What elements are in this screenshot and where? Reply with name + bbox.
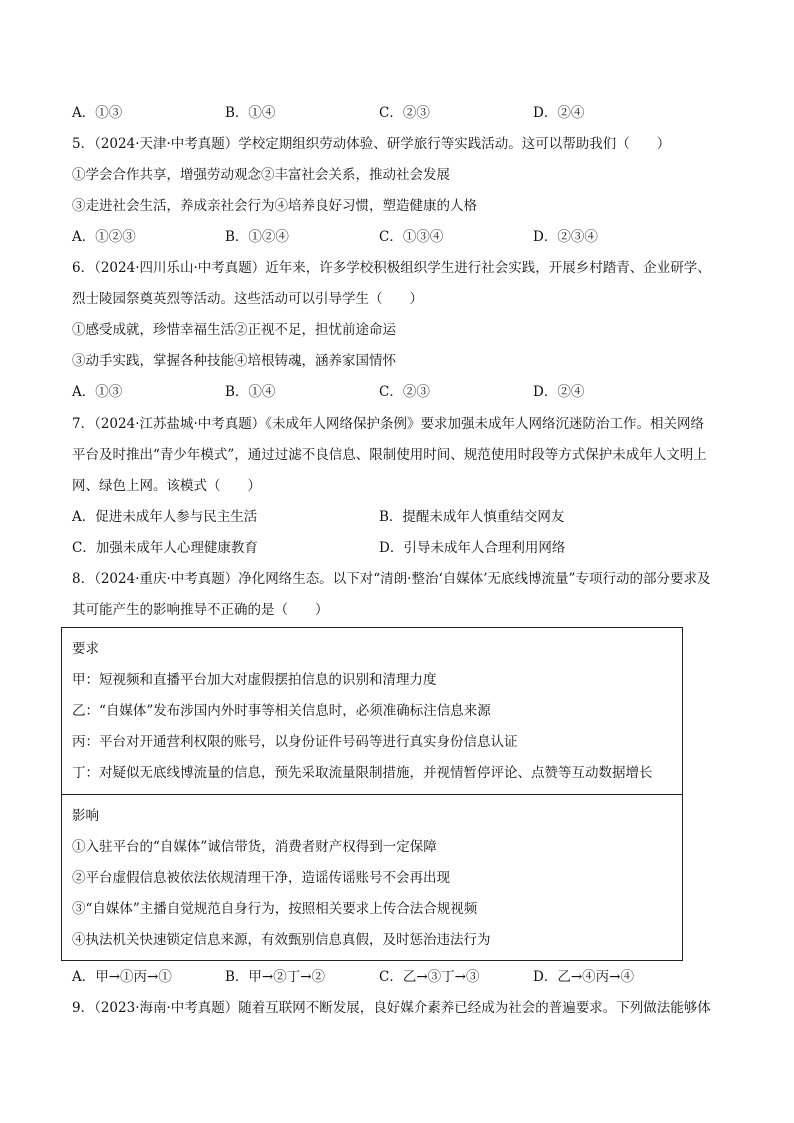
- q4-option-b: B．①④: [225, 105, 276, 121]
- q4-option-a: A．①③: [72, 105, 123, 121]
- q7-stem-line-2: 平台及时推出“青少年模式”，通过过滤不良信息、限制使用时间、规范使用时段等方式保护未成年人文明上: [72, 447, 707, 463]
- q7-option-a: A．促进未成年人参与民主生活: [72, 509, 258, 525]
- q8-option-d: D．乙→④丙→④: [533, 969, 634, 985]
- q8-stem-line-1: 8．（2024·重庆·中考真题）净化网络生态。以下对“清朗·整治‘自媒体’无底线博流量”专项行动的部分要求及: [72, 571, 711, 587]
- q6-statement-1: ①感受成就，珍惜幸福生活②正视不足，担忧前途命运: [72, 322, 396, 338]
- q7-option-d: D．引导未成年人合理利用网络: [379, 540, 566, 556]
- q6-option-a: A．①③: [72, 384, 123, 400]
- q4-option-c: C．②③: [379, 105, 430, 121]
- q6-stem-line-2: 烈士陵园祭奠英烈等活动。这些活动可以引导学生（ ）: [72, 291, 423, 307]
- q7-stem-line-1: 7．（2024·江苏盐城·中考真题）《未成年人网络保护条例》要求加强未成年人网络沉迷防治工作。相关网络: [72, 416, 705, 432]
- q5-statement-2: ③走进社会生活，养成亲社会行为④培养良好习惯，塑造健康的人格: [72, 198, 477, 214]
- q8-option-b: B．甲→②丁→②: [225, 969, 326, 985]
- q8-effect-3: ③“自媒体”主播自觉规范自身行为，按照相关要求上传合法合规视频: [72, 901, 478, 917]
- q8-effects-heading: 影响: [72, 808, 99, 824]
- q8-effect-2: ②平台虚假信息被依法依规清理干净，造谣传谣账号不会再出现: [72, 870, 450, 886]
- q5-statement-1: ①学会合作共享，增强劳动观念②丰富社会关系，推动社会发展: [72, 167, 450, 183]
- q8-stem-line-2: 其可能产生的影响推导不正确的是（ ）: [72, 602, 329, 618]
- q8-effect-1: ①入驻平台的“自媒体”诚信带货，消费者财产权得到一定保障: [72, 839, 437, 855]
- q5-option-b: B．①②④: [225, 229, 289, 245]
- q7-option-c: C．加强未成年人心理健康教育: [72, 540, 258, 556]
- q8-requirement-bing: 丙：平台对开通营利权限的账号，以身份证件号码等进行真实身份信息认证: [72, 734, 518, 750]
- q6-option-b: B．①④: [225, 384, 276, 400]
- q8-requirement-yi: 乙：“自媒体”发布涉国内外时事等相关信息时，必须准确标注信息来源: [72, 703, 491, 719]
- q8-requirements-heading: 要求: [72, 641, 99, 657]
- q5-option-a: A．①②③: [72, 229, 136, 245]
- q8-table-divider: [61, 794, 683, 795]
- q7-stem-line-3: 网、绿色上网。该模式（ ）: [72, 478, 261, 494]
- q6-statement-2: ③动手实践，掌握各种技能④培根铸魂，涵养家国情怀: [72, 353, 396, 369]
- q7-option-b: B．提醒未成年人慎重结交网友: [379, 509, 565, 525]
- q4-option-d: D．②④: [533, 105, 585, 121]
- q6-option-d: D．②④: [533, 384, 585, 400]
- q6-stem-line-1: 6．（2024·四川乐山·中考真题）近年来，许多学校积极组织学生进行社会实践，开展乡村踏青、企业研学、: [72, 260, 711, 276]
- q8-requirement-ding: 丁：对疑似无底线博流量的信息，预先采取流量限制措施，并视情暂停评论、点赞等互动数据增长: [72, 765, 653, 781]
- q6-option-c: C．②③: [379, 384, 430, 400]
- q5-stem: 5．（2024·天津·中考真题）学校定期组织劳动体验、研学旅行等实践活动。这可以帮助我们（ ）: [72, 136, 671, 152]
- q8-requirement-jia: 甲：短视频和直播平台加大对虚假摆拍信息的识别和清理力度: [72, 672, 437, 688]
- q8-effect-4: ④执法机关快速锁定信息来源，有效甄别信息真假，及时惩治违法行为: [72, 932, 491, 948]
- q9-stem-line-1: 9．（2023·海南·中考真题）随着互联网不断发展，良好媒介素养已经成为社会的普遍要求。下列做法能够体: [72, 1000, 711, 1016]
- q5-option-c: C．①③④: [379, 229, 444, 245]
- q8-option-a: A．甲→①丙→①: [72, 969, 172, 985]
- q8-option-c: C．乙→③丁→③: [379, 969, 480, 985]
- q5-option-d: D．②③④: [533, 229, 598, 245]
